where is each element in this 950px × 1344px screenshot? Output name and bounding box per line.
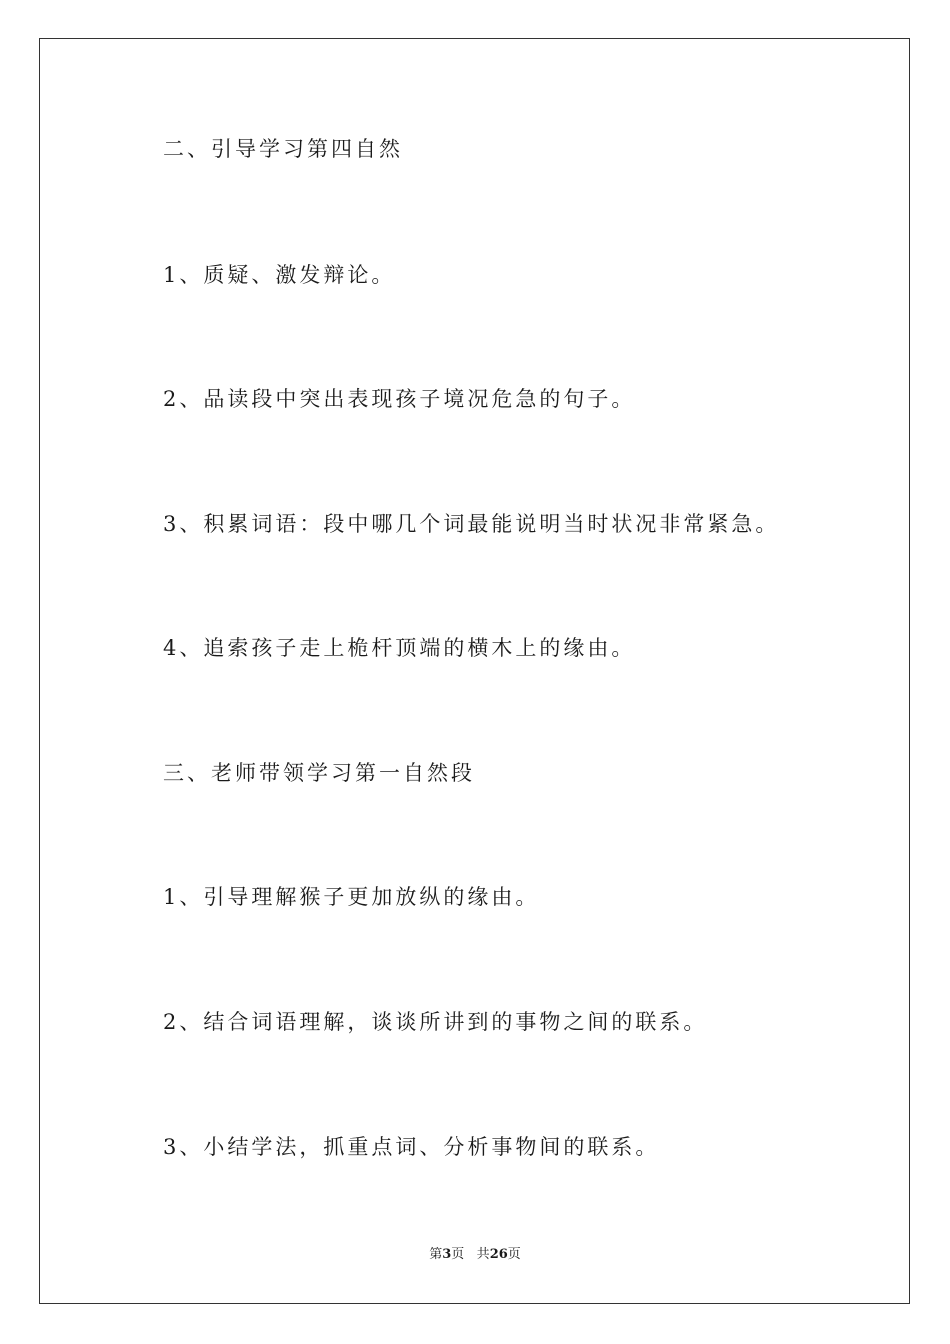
list-item: 2、结合词语理解，谈谈所讲到的事物之间的联系。 xyxy=(163,1010,708,1034)
list-item: 2、品读段中突出表现孩子境况危急的句子。 xyxy=(163,387,636,411)
footer-total-prefix: 共 xyxy=(476,1247,490,1262)
footer-page-suffix: 页 xyxy=(451,1247,465,1262)
footer-total-pages: 26 xyxy=(489,1247,508,1262)
footer-page-prefix: 第 xyxy=(429,1247,443,1262)
footer-page-number: 3 xyxy=(442,1247,452,1262)
list-item: 3、小结学法，抓重点词、分析事物间的联系。 xyxy=(163,1135,660,1159)
footer-total-suffix: 页 xyxy=(507,1247,521,1262)
page-border xyxy=(39,38,910,1304)
list-item: 1、质疑、激发辩论。 xyxy=(163,263,396,287)
list-item: 1、引导理解猴子更加放纵的缘由。 xyxy=(163,885,540,909)
list-item: 4、追索孩子走上桅杆顶端的横木上的缘由。 xyxy=(163,636,636,660)
list-item: 3、积累词语：段中哪几个词最能说明当时状况非常紧急。 xyxy=(163,512,780,536)
page-footer xyxy=(0,1246,950,1264)
section-heading-3: 三、老师带领学习第一自然段 xyxy=(163,761,475,785)
section-heading-2: 二、引导学习第四自然 xyxy=(163,137,403,161)
